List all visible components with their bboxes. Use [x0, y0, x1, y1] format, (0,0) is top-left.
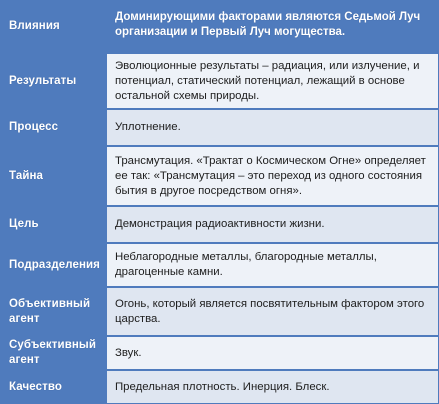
row-text: Звук.: [107, 337, 438, 369]
row-label: Объективный агент: [1, 288, 105, 335]
table-row-objective-agent: [1, 288, 438, 335]
table-header-row: [1, 1, 438, 52]
row-text: Предельная плотность. Инерция. Блеск.: [107, 371, 438, 403]
row-text: Огонь, который является посвятительным фактором этого царства.: [107, 288, 438, 335]
row-label: Процесс: [1, 110, 105, 145]
row-label: Субъективный агент: [1, 337, 105, 369]
table-row-subjective-agent: [1, 337, 438, 369]
header-label: Влияния: [1, 1, 105, 52]
table-row-subdivisions: [1, 244, 438, 286]
row-label: Тайна: [1, 147, 105, 205]
table-row-process: [1, 110, 438, 145]
row-text: Демонстрация радиоактивности жизни.: [107, 207, 438, 242]
row-label: Качество: [1, 371, 105, 403]
row-label: Цель: [1, 207, 105, 242]
table-row-results: [1, 54, 438, 108]
table-row-goal: [1, 207, 438, 242]
row-text: Трансмутация. «Трактат о Космическом Огне» определяет ее так: «Трансмутация – это переход из одного состояния бытия в другое посредством огня».: [107, 147, 438, 205]
header-text: Доминирующими факторами являются Седьмой Луч организации и Первый Луч могущества.: [107, 1, 438, 52]
row-label: Результаты: [1, 54, 105, 108]
row-text: Уплотнение.: [107, 110, 438, 145]
row-label: Подразделения: [1, 244, 105, 286]
table-row-mystery: [1, 147, 438, 205]
table-row-quality: [1, 371, 438, 403]
row-text: Неблагородные металлы, благородные металлы, драгоценные камни.: [107, 244, 438, 286]
row-text: Эволюционные результаты – радиация, или излучение, и потенциал, статический потенциал, лежащий в основе остальной схемы природы.: [107, 54, 438, 108]
